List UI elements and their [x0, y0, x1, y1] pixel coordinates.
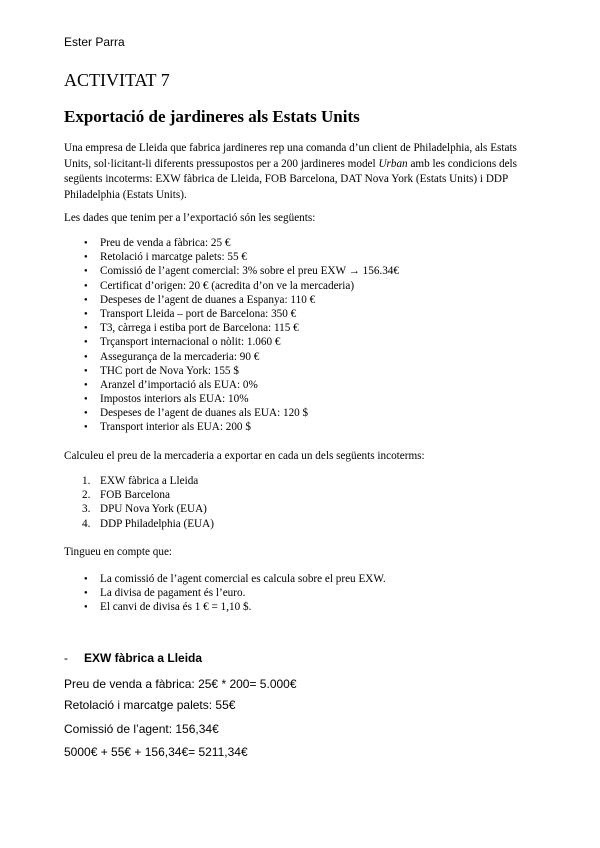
note-item: ● El canvi de divisa és 1 € = 1,10 $. — [64, 600, 386, 614]
calc-line: Preu de venda a fàbrica: 25€ * 200= 5.000€ — [64, 677, 297, 691]
list-item: ● Comissió de l’agent comercial: 3% sobre el preu EXW → 156.34€ — [64, 264, 399, 278]
list-item: ● Preu de venda a fàbrica: 25 € — [64, 236, 399, 250]
intro-paragraph: Una empresa de Lleida que fabrica jardineres rep una comanda d’un client de Philadelphia, als Estats Units, sol·licitant-li diferents pressupostos per a 200 jardineres model Urban amb les condicions dels següents incoterms: EXW fàbrica de Lleida, FOB Barcelona, DAT Nova York (Estats Units) i DDP Philadelphia (Estats Units). — [64, 142, 518, 201]
calc-line: 5000€ + 55€ + 156,34€= 5211,34€ — [64, 745, 248, 759]
section-heading: - EXW fàbrica a Lleida — [64, 651, 203, 665]
list-item: ● Retolació i marcatge palets: 55 € — [64, 250, 399, 264]
list-item: ● Despeses de l’agent de duanes a Espanya: 110 € — [64, 293, 399, 307]
list-item: ● Transport Lleida – port de Barcelona: 350 € — [64, 307, 399, 321]
list-item: ● Impostos interiors als EUA: 10% — [64, 392, 399, 406]
note-item: ● La comissió de l’agent comercial es calcula sobre el preu EXW. — [64, 572, 386, 586]
incoterm-item: 4. DDP Philadelphia (EUA) — [82, 517, 214, 530]
note-item: ● La divisa de pagament és l’euro. — [64, 586, 386, 600]
list-item: ● Trçansport internacional o nòlit: 1.060 € — [64, 335, 399, 349]
model-name: Urban — [378, 157, 408, 170]
list-item: ● T3, càrrega i estiba port de Barcelona: 115 € — [64, 321, 399, 335]
incoterms-list — [64, 474, 214, 531]
list-item: ● Despeses de l’agent de duanes als EUA: 120 $ — [64, 406, 399, 420]
notes-list — [64, 572, 386, 615]
list-item: ● Certificat d’origen: 20 € (acredita d’on ve la mercaderia) — [64, 279, 399, 293]
activity-title: ACTIVITAT 7 — [64, 70, 170, 90]
incoterm-item: 2. FOB Barcelona — [82, 489, 170, 502]
incoterm-item: 3. DPU Nova York (EUA) — [82, 503, 207, 516]
calc-line: Comissió de l’agent: 156,34€ — [64, 722, 219, 736]
author-name: Ester Parra — [64, 35, 125, 49]
list-item: ● Assegurança de la mercaderia: 90 € — [64, 350, 399, 364]
list-item: ● THC port de Nova York: 155 $ — [64, 364, 399, 378]
notes-intro: Tingueu en compte que: — [64, 546, 173, 558]
document-subtitle: Exportació de jardineres als Estats Units — [64, 107, 360, 126]
incoterm-item: 1. EXW fàbrica a Lleida — [82, 475, 199, 487]
calc-intro: Calculeu el preu de la mercaderia a exportar en cada un dels següents incoterms: — [64, 450, 425, 462]
calc-line: Retolació i marcatge palets: 55€ — [64, 698, 236, 712]
list-item: ● Transport interior als EUA: 200 $ — [64, 420, 399, 434]
list-item: ● Aranzel d’importació als EUA: 0% — [64, 378, 399, 392]
data-intro: Les dades que tenim per a l’exportació són les següents: — [64, 212, 316, 224]
data-list — [64, 236, 399, 435]
